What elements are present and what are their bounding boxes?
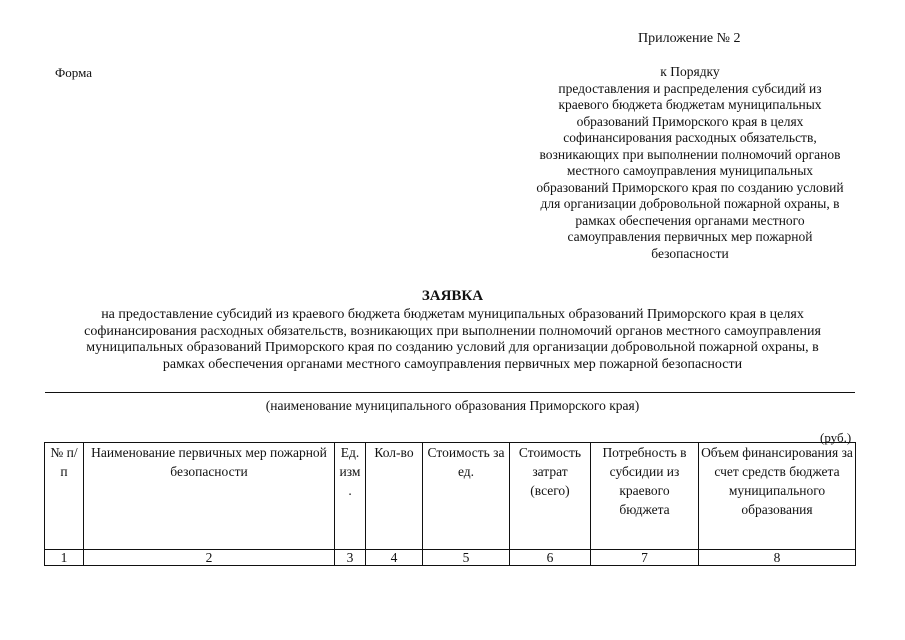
procedure-line: софинансирования расходных обязательств, (563, 130, 817, 145)
procedure-reference (500, 64, 880, 262)
appendix-number: Приложение № 2 (638, 31, 741, 46)
procedure-line: к Порядку (660, 64, 720, 79)
header-quantity: Кол-во (366, 443, 423, 550)
municipality-name-caption: (наименование муниципального образования Приморского края) (265, 398, 640, 413)
document-subtitle (40, 307, 865, 373)
column-number: 3 (335, 550, 366, 566)
procedure-line: безопасности (651, 245, 729, 261)
subtitle-line: муниципальных образований Приморского края по созданию условий для организации добровольной пожарной охраны, в (86, 340, 819, 355)
column-number: 6 (510, 550, 591, 566)
procedure-line: предоставления и распределения субсидий из (558, 80, 822, 96)
table-header-row (45, 443, 856, 550)
procedure-line: для организации добровольной пожарной охраны, в (540, 196, 840, 211)
subtitle-line: софинансирования расходных обязательств, возникающих при выполнении полномочий органов местного самоуправления (84, 323, 821, 339)
header-total-cost: Стоимость затрат (всего) (510, 443, 591, 550)
column-number-row (45, 550, 856, 566)
procedure-line: возникающих при выполнении полномочий органов (539, 146, 841, 162)
form-label: Форма (55, 65, 92, 80)
header-unit: Ед. изм . (335, 443, 366, 550)
procedure-line: рамках обеспечения органами местного (575, 212, 805, 228)
currency-note: (руб.) (820, 430, 852, 445)
column-number: 5 (423, 550, 510, 566)
municipality-name-field[interactable] (45, 392, 855, 393)
measures-table (44, 442, 856, 566)
procedure-line: образований Приморского края в целях (576, 113, 804, 129)
procedure-line: самоуправления первичных мер пожарной (567, 229, 813, 244)
header-measure-name: Наименование первичных мер пожарной безопасности (84, 443, 335, 550)
procedure-line: краевого бюджета бюджетам муниципальных (558, 97, 822, 112)
procedure-line: образований Приморского края по созданию условий (536, 179, 844, 195)
column-number: 8 (699, 550, 856, 566)
document-title: ЗАЯВКА (421, 288, 484, 304)
subtitle-line: рамках обеспечения органами местного самоуправления первичных мер пожарной безопасности (162, 356, 743, 372)
procedure-line: местного самоуправления муниципальных (566, 163, 814, 178)
column-number: 4 (366, 550, 423, 566)
header-municipal-funding: Объем финансирования за счет средств бюджета муниципального образования (699, 443, 856, 550)
column-number: 7 (591, 550, 699, 566)
header-subsidy-need: Потребность в субсидии из краевого бюджета (591, 443, 699, 550)
subtitle-line: на предоставление субсидий из краевого бюджета бюджетам муниципальных образований Приморского края в целях (101, 307, 804, 322)
column-number: 2 (84, 550, 335, 566)
header-number: № п/п (45, 443, 84, 550)
column-number: 1 (45, 550, 84, 566)
header-unit-cost: Стоимость за ед. (423, 443, 510, 550)
